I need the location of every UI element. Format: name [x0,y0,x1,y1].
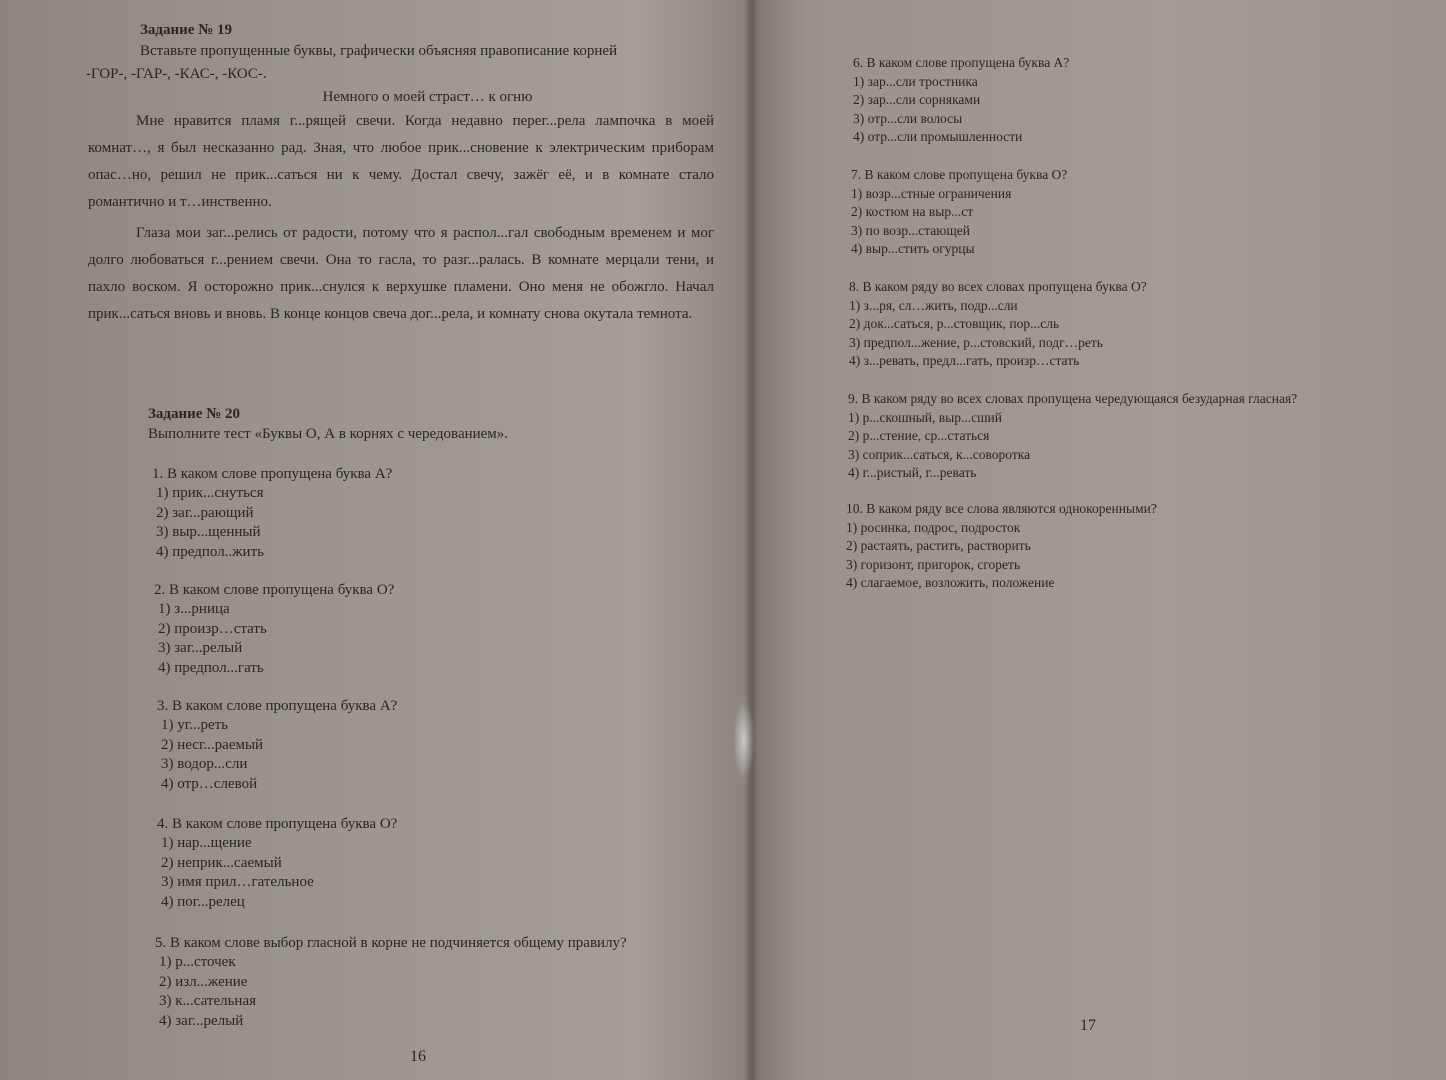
question-block [152,465,732,562]
answer-option: 2) произр…стать [158,620,267,637]
answer-option: 3) выр...щенный [156,524,261,540]
answer-option: 4) предпол..жить [156,543,264,560]
question-block [155,934,735,1031]
answer-option: 4) отр…слевой [161,775,258,792]
question-block [157,815,737,912]
question-block [848,390,1428,483]
answer-option: 2) заг...рающий [156,504,254,521]
answer-option: 4) пог...релец [161,893,245,910]
question-block [851,166,1411,259]
answer-option: 1) з...рница [158,601,230,617]
answer-option: 4) з...ревать, предл...гать, произр…стать [849,353,1080,368]
task19-heading: Задание № 19 [140,22,233,38]
question-block [849,278,1409,371]
task19-instruction-line1: Вставьте пропущенные буквы, графически объясняя правописание корней [140,43,618,59]
question-title: 3. В каком слове пропущена буква А? [157,698,398,714]
answer-option: 3) отр...сли волосы [853,110,963,126]
answer-option: 4) выр...стить огурцы [851,241,975,256]
answer-option: 4) отр...сли промышленности [853,129,1023,144]
page-number: 17 [1080,1017,1096,1034]
answer-option: 1) нар...щение [161,835,252,851]
answer-option: 3) имя прил…гательное [161,874,314,890]
answer-option: 2) неприк...саемый [161,854,282,871]
task19-section [86,20,715,108]
answer-option: 4) г...ристый, г...ревать [848,465,977,480]
answer-option: 2) изл...жение [159,973,248,990]
question-title: 8. В каком ряду во всех словах пропущена буква О? [849,279,1147,294]
answer-option: 3) предпол...жение, р...стовский, подг…реть [849,334,1103,350]
page-fold-highlight [733,700,755,780]
answer-option: 3) соприк...саться, к...соворотка [848,446,1031,462]
answer-option: 2) зар...сли сорняками [853,92,981,107]
question-title: 5. В каком слове выбор гласной в корне не подчиняется общему правилу? [155,935,627,951]
question-block [154,581,734,678]
task19-text [88,108,714,332]
question-block [157,697,737,794]
answer-option: 1) з...ря, сл…жить, подр...сли [849,297,1018,313]
answer-option: 3) заг...релый [158,640,243,656]
book-gutter [744,0,758,1080]
answer-option: 1) р...скошный, выр...сший [848,409,1002,425]
answer-option: 1) росинка, подрос, подросток [846,519,1021,535]
task19-paragraph: Глаза мои заг...релись от радости, потому что я распол...гал свободным временем и мог долго любоваться г...рением свечи. Она то гасла, то разг...ралась. В комнате мерцали тени, и пахло воском. Я осторожно прик...снулся к верхушке пламени. Оно меня не обожгло. Начал прик...саться вновь и вновь. В конце концов свеча дог...рела, и комнату снова окутала темнота. [88,225,714,322]
answer-option: 4) заг...релый [159,1012,244,1029]
question-block [853,54,1413,147]
task20-heading: Задание № 20 [148,406,241,422]
question-block [846,500,1406,593]
answer-option: 4) предпол...гать [158,659,264,676]
answer-option: 1) уг...реть [161,717,229,733]
task19-title: Немного о моей страст… к огню [322,89,533,105]
task19-instruction-line2: -ГОР-, -ГАР-, -КАС-, -КОС-. [86,66,267,82]
answer-option: 4) слагаемое, возложить, положение [846,575,1055,590]
answer-option: 1) прик...снуться [156,485,264,501]
answer-option: 1) р...сточек [159,954,236,970]
question-title: 7. В каком слове пропущена буква О? [851,167,1068,182]
answer-option: 3) по возр...стающей [851,222,970,238]
task20-section [148,404,728,444]
question-title: 10. В каком ряду все слова являются однокоренными? [846,501,1157,516]
question-title: 1. В каком слове пропущена буква А? [152,466,393,482]
answer-option: 1) возр...стные ограничения [851,185,1012,201]
answer-option: 2) растаять, растить, растворить [846,538,1031,553]
answer-option: 3) к...сательная [159,993,257,1009]
answer-option: 1) зар...сли тростника [853,73,978,89]
task19-paragraph: Мне нравится пламя г...рящей свечи. Когда недавно перег...рела лампочка в моей комнат…, я был несказанно рад. Зная, что любое прик...сновение к электрическим приборам опас…но, решил не прик...саться ни к чему. Достал свечу, зажёг её, и в комнате стало романтично и т…инственно. [88,113,714,210]
answer-option: 3) водор...сли [161,756,248,772]
task20-instruction: Выполните тест «Буквы О, А в корнях с чередованием». [148,426,509,442]
page-number: 16 [410,1048,426,1065]
answer-option: 2) костюм на выр...ст [851,204,974,219]
question-title: 4. В каком слове пропущена буква О? [157,816,398,832]
answer-option: 2) р...стение, ср...статься [848,428,990,443]
question-title: 6. В каком слове пропущена буква А? [853,55,1070,70]
right-page [752,0,1446,1080]
answer-option: 2) док...саться, р...стовщик, пор...сль [849,316,1060,331]
answer-option: 3) горизонт, пригорок, сгореть [846,556,1021,572]
answer-option: 2) несг...раемый [161,736,264,753]
question-title: 2. В каком слове пропущена буква О? [154,582,395,598]
question-title: 9. В каком ряду во всех словах пропущена чередующаяся безударная гласная? [848,391,1298,406]
